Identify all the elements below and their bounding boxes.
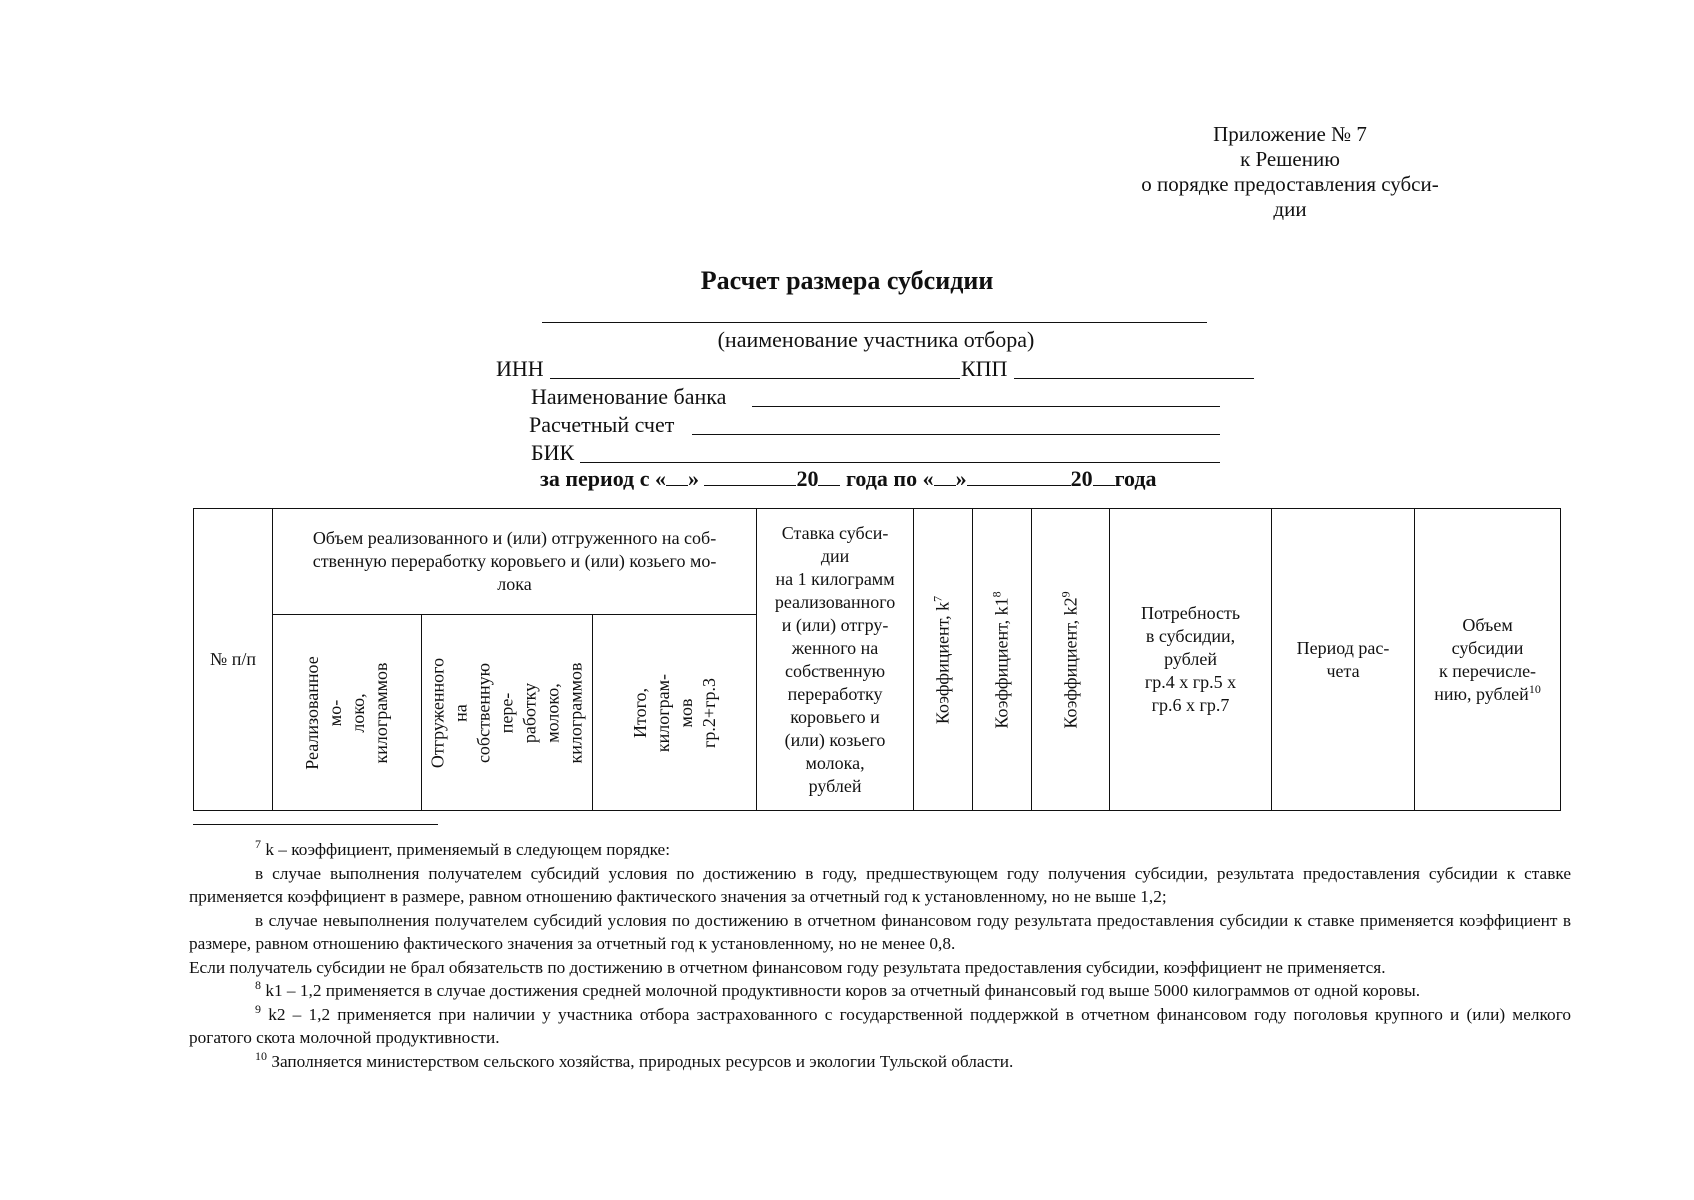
- footnote-9-mark: 9: [255, 1001, 261, 1016]
- inn-label: ИНН: [496, 356, 544, 381]
- period-quote-close: »: [687, 466, 699, 491]
- footnote-8-mark: 8: [255, 978, 261, 993]
- footnote-8-text: k1 – 1,2 применяется в случае достижения средней молочной продуктивности коров за отчетный финансовый год выше 5000 килограммов от одной коровы.: [261, 981, 1421, 1000]
- bik-blank[interactable]: [580, 462, 1220, 463]
- header-subsidy-rate: Ставка субси- дии на 1 килограмм реализованного и (или) отгру- женного на собственную переработку коровьего и (или) козьего молока, рублей: [757, 509, 914, 811]
- coef-k2-footnote-mark: 9: [1058, 590, 1073, 597]
- period-from-day-blank[interactable]: [666, 467, 688, 486]
- footnote-7-case-a: в случае выполнения получателем субсидий условия по достижению в году, предшествующем году получения субсидии, результата предоставления субсидии к ставке применяется коэффициент в размере, равном отношению фактического значения за отчетный год к установленному, но не выше 1,2;: [189, 863, 1571, 906]
- footnote-7-case-c: Если получатель субсидии не брал обязательств по достижению в отчетном финансовом году результата предоставления субсидии, коэффициент не применяется.: [189, 957, 1386, 977]
- kpp-label: КПП: [961, 356, 1008, 381]
- footnote-8: [189, 979, 1571, 1003]
- bank-blank[interactable]: [752, 406, 1220, 407]
- period-year-prefix: 20: [796, 466, 819, 491]
- header-sold-milk: [273, 615, 422, 811]
- period-year-prefix-2: 20: [1070, 466, 1093, 491]
- header-calc-period: Период рас- чета: [1272, 509, 1415, 811]
- header-coef-k1: [973, 509, 1032, 811]
- header-total-kg: [593, 615, 757, 811]
- account-label: Расчетный счет: [529, 412, 675, 437]
- shipped-milk-label: Отгруженного на собственную пере- работку молоко, килограммов: [427, 657, 586, 768]
- footnote-10-mark: 10: [255, 1048, 267, 1063]
- period-quote-close-2: »: [955, 466, 967, 491]
- annex-line-2: к Решению: [1240, 147, 1340, 171]
- period-from-label: за период с «: [540, 466, 666, 491]
- participant-name-blank[interactable]: [542, 322, 1207, 323]
- footnote-10: [189, 1050, 1571, 1074]
- header-shipped-milk: [422, 615, 593, 811]
- footnote-7-case-b: в случае невыполнения получателем субсидий условия по достижению в отчетном финансовом году результата предоставления субсидии к ставке применяется коэффициент в размере, равном отношению фактического значения за отчетный год к установленному, но не менее 0,8.: [189, 910, 1571, 953]
- footnote-separator: [193, 824, 438, 825]
- sold-milk-label: Реализованное мо- локо, килограммов: [302, 655, 391, 770]
- coef-k-label: Коэффициент, k: [932, 601, 953, 724]
- transfer-volume-label: Объем субсидии к перечисле- нию, рублей: [1434, 614, 1537, 704]
- period-to-day-blank[interactable]: [934, 467, 956, 486]
- period-from-month-blank[interactable]: [704, 467, 796, 486]
- header-volume-group: Объем реализованного и (или) отгруженного на соб- ственную переработку коровьего и (или) козьего мо- лока: [273, 509, 757, 615]
- annex-line-4: дии: [1273, 197, 1307, 221]
- period-to-year-blank[interactable]: [1093, 467, 1115, 486]
- footnote-9: [189, 1003, 1571, 1050]
- period-year-suffix: года: [1114, 466, 1157, 491]
- coef-k1-label: Коэффициент, k1: [991, 596, 1012, 729]
- kpp-blank[interactable]: [1014, 378, 1254, 379]
- annex-line-1: Приложение № 7: [1213, 122, 1367, 146]
- footnote-7-head-text: k – коэффициент, применяемый в следующем порядке:: [261, 840, 671, 859]
- header-subsidy-need: Потребность в субсидии, рублей гр.4 х гр.5 х гр.6 х гр.7: [1110, 509, 1272, 811]
- document-title: Расчет размера субсидии: [700, 266, 994, 295]
- annex-line-3: о порядке предоставления субси-: [1141, 172, 1439, 196]
- bik-label: БИК: [531, 440, 575, 465]
- annex-header: [1110, 122, 1470, 222]
- header-coef-k: [914, 509, 973, 811]
- coef-k2-label: Коэффициент, k2: [1060, 596, 1081, 729]
- coef-k-footnote-mark: 7: [930, 595, 945, 602]
- footnotes: [189, 838, 1571, 1073]
- header-transfer-volume: [1415, 509, 1561, 811]
- account-blank[interactable]: [692, 434, 1220, 435]
- period-to-month-blank[interactable]: [967, 467, 1071, 486]
- coef-k1-footnote-mark: 8: [989, 590, 1004, 597]
- footnote-10-text: Заполняется министерством сельского хозяйства, природных ресурсов и экологии Тульской области.: [267, 1051, 1014, 1071]
- footnote-7-head: [189, 838, 1571, 862]
- period-to-label: года по «: [845, 466, 934, 491]
- subsidy-calc-table: [193, 508, 1561, 811]
- transfer-footnote-mark: 10: [1528, 681, 1541, 696]
- inn-blank[interactable]: [550, 378, 960, 379]
- footnote-7-mark: 7: [255, 837, 261, 852]
- bank-label: Наименование банка: [531, 384, 727, 409]
- footnote-9-text: k2 – 1,2 применяется при наличии у участника отбора застрахованного с государственной поддержкой в отчетном финансовом году поголовья крупного и (или) мелкого рогатого скота молочной продуктивности.: [189, 1004, 1571, 1047]
- header-coef-k2: [1032, 509, 1110, 811]
- period-from-year-blank[interactable]: [818, 467, 840, 486]
- period-line: [540, 466, 1157, 492]
- total-kg-label: Итого, килограм- мов гр.2+гр.3: [629, 673, 719, 752]
- header-row-number: № п/п: [194, 509, 273, 811]
- participant-caption: (наименование участника отбора): [717, 327, 1035, 352]
